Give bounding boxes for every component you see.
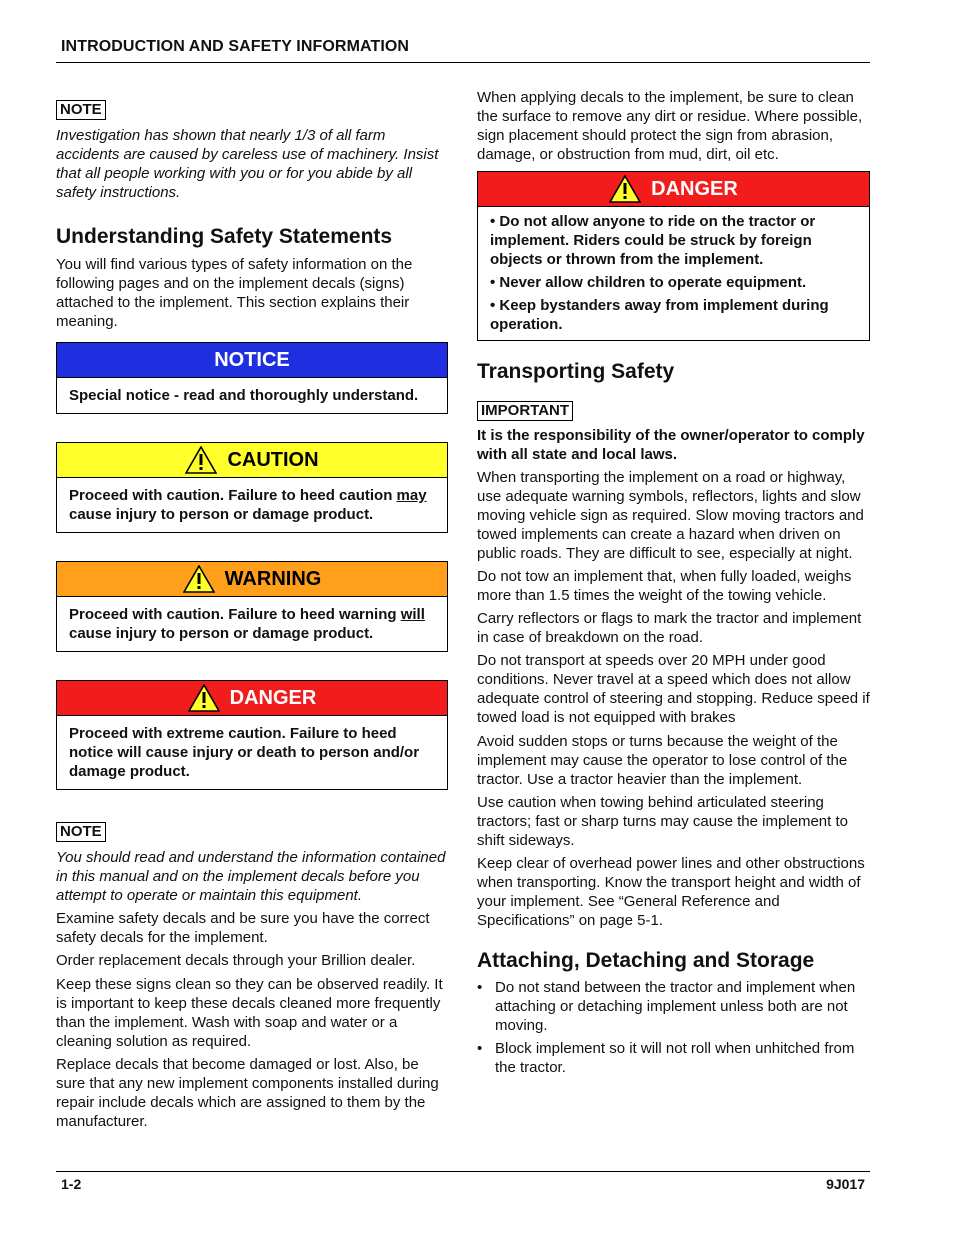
document-id: 9J017 — [826, 1176, 865, 1192]
warning-triangle-icon — [609, 175, 641, 203]
decal-paragraph: When applying decals to the implement, be sure to clean the surface to remove any dirt or residue. Where possible, sign placement should protect the sign from abrasion, damage, or obstruction from mud, dirt, oil etc. — [477, 89, 863, 163]
danger-item: • Keep bystanders away from implement during operation. — [490, 297, 829, 333]
paragraph: Use caution when towing behind articulated steering tractors; fast or sharp turns may cause the implement to shift sideways. — [477, 794, 848, 849]
danger-body: Proceed with extreme caution. Failure to heed notice will cause injury or death to person and/or damage product. — [69, 725, 420, 780]
warning-triangle-icon — [185, 446, 217, 474]
notice-body: Special notice - read and thoroughly understand. — [69, 387, 419, 404]
danger-item: • Never allow children to operate equipment. — [490, 274, 807, 291]
page-number: 1-2 — [61, 1176, 82, 1192]
warning-triangle-icon — [188, 684, 220, 712]
danger-title: DANGER — [651, 177, 738, 200]
list-item: • Do not stand between the tractor and implement when attaching or detaching implement unless both are not moving. — [477, 978, 870, 1035]
note-label: NOTE — [56, 822, 106, 842]
paragraph: Do not tow an implement that, when fully loaded, weighs more than 1.5 times the weight of the towing vehicle. — [477, 568, 852, 604]
caution-title: CAUTION — [227, 448, 319, 471]
caution-box — [56, 442, 448, 533]
section-title-understanding: Understanding Safety Statements — [56, 225, 393, 248]
danger-box — [477, 171, 870, 341]
section-title-attaching: Attaching, Detaching and Storage — [477, 949, 815, 972]
section-title-transporting: Transporting Safety — [477, 360, 675, 383]
warning-body: Proceed with caution. Failure to heed warning will cause injury to person or damage product. — [69, 606, 425, 642]
important-text: It is the responsibility of the owner/operator to comply with all state and local laws. — [477, 427, 865, 463]
paragraph: Examine safety decals and be sure you have the correct safety decals for the implement. — [56, 910, 430, 946]
running-header: INTRODUCTION AND SAFETY INFORMATION — [61, 38, 410, 55]
paragraph: Keep these signs clean so they can be observed readily. It is important to keep these decals cleaned more frequently than the implement. Wash with soap and water or a cleaning solution as required. — [56, 976, 443, 1050]
warning-title: WARNING — [224, 567, 322, 590]
notice-title: NOTICE — [214, 348, 290, 371]
paragraph: Do not transport at speeds over 20 MPH under good conditions. Never travel at a speed which does not allow adequate control of steering and stopping. Reduce speed if towed load is not equipped with brakes — [477, 652, 870, 726]
paragraph: Carry reflectors or flags to mark the tractor and implement in case of breakdown on the road. — [477, 610, 862, 646]
important-label: IMPORTANT — [477, 401, 573, 421]
warning-box — [56, 561, 448, 652]
intro-paragraph: You will find various types of safety information on the following pages and on the implement decals (signs) attached to the implement. This section explains their meaning. — [56, 256, 413, 330]
paragraph: When transporting the implement on a road or highway, use adequate warning symbols, reflectors, lights and slow moving vehicle sign as required. Slow moving tractors and towed implements can create a hazard when driven on public roads. They are difficult to see, especially at night. — [477, 469, 864, 562]
right-column — [477, 88, 870, 1081]
danger-box — [56, 680, 448, 790]
notice-box — [56, 342, 448, 414]
warning-triangle-icon — [183, 565, 215, 593]
note-text: Investigation has shown that nearly 1/3 of all farm accidents are caused by careless use of machinery. Insist that all people working with you or for you abide by all safety instructions. — [56, 127, 439, 201]
header-rule — [56, 62, 870, 63]
caution-body: Proceed with caution. Failure to heed caution may cause injury to person or damage product. — [69, 487, 427, 523]
left-column — [56, 88, 448, 1131]
footer-rule — [56, 1171, 870, 1172]
note-label: NOTE — [56, 100, 106, 120]
list-item: • Block implement so it will not roll when unhitched from the tractor. — [477, 1039, 870, 1077]
paragraph: Order replacement decals through your Brillion dealer. — [56, 952, 416, 969]
attach-list — [477, 978, 870, 1077]
paragraph: Replace decals that become damaged or lost. Also, be sure that any new implement components installed during repair include decals which are assigned to them by the manufacturer. — [56, 1056, 439, 1130]
danger-item: • Do not allow anyone to ride on the tractor or implement. Riders could be struck by foreign objects or thrown from the implement. — [490, 213, 816, 268]
danger-title: DANGER — [229, 686, 317, 709]
note-text: You should read and understand the information contained in this manual and on the implement decals before you attempt to operate or maintain this equipment. — [56, 849, 446, 904]
paragraph: Keep clear of overhead power lines and other obstructions when transporting. Know the transport height and width of your implement. See “General Reference and Specifications” on page 5-1. — [477, 855, 865, 929]
paragraph: Avoid sudden stops or turns because the weight of the implement may cause the operator to lose control of the tractor. Use a tractor heavier than the implement. — [477, 733, 848, 788]
